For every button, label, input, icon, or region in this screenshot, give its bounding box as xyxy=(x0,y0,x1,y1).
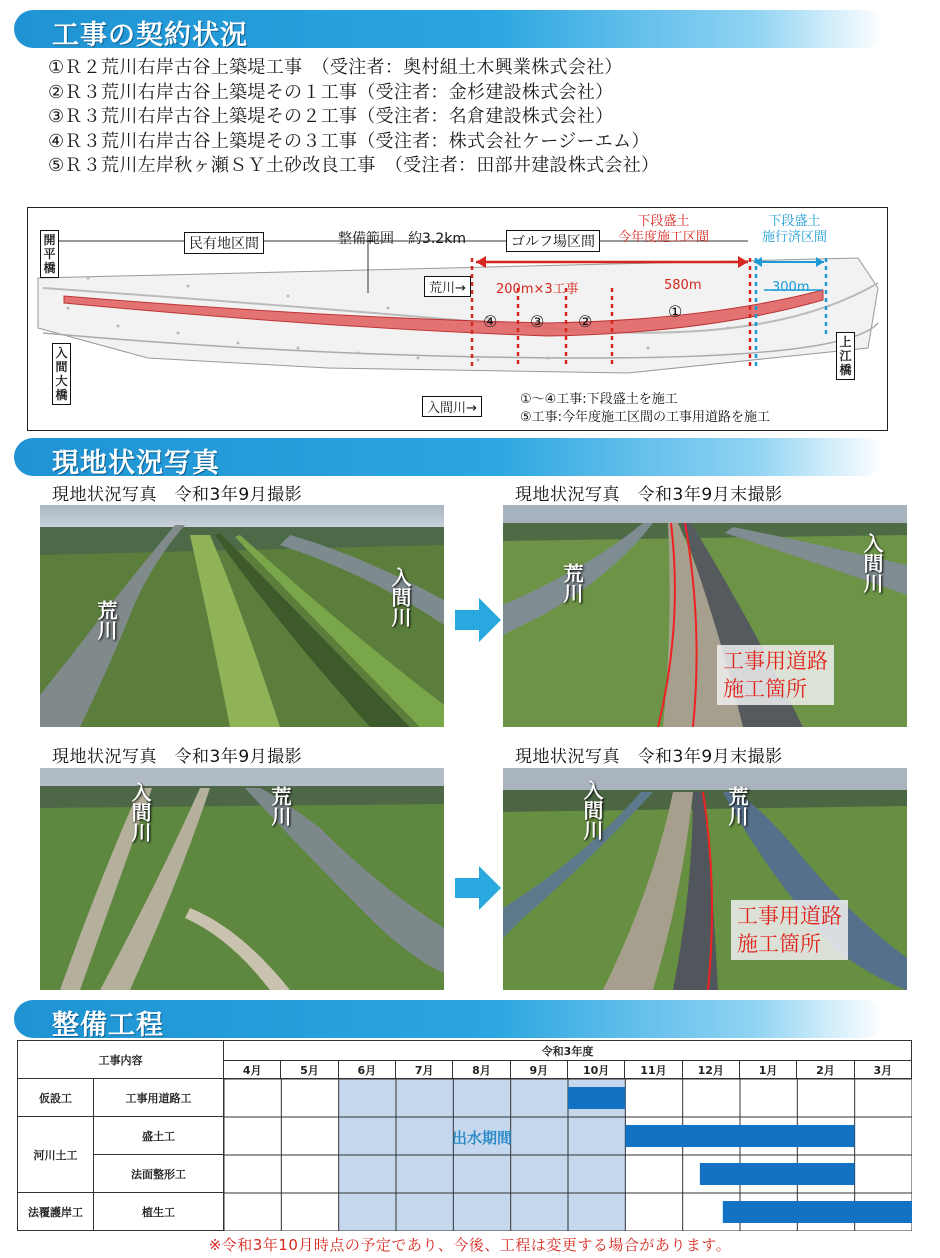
length-580-label: 580m xyxy=(664,278,702,293)
work-header: 工事内容 xyxy=(18,1041,224,1079)
month-header: 3月 xyxy=(854,1061,911,1079)
arakawa-flow-label: 荒川→ xyxy=(424,276,471,297)
section-title: 現地状況写真 xyxy=(52,448,220,479)
gantt-bar xyxy=(722,1200,911,1222)
gantt-bar xyxy=(625,1124,854,1146)
photo-caption: 現地状況写真 令和3年9月撮影 xyxy=(52,485,303,505)
road-callout-line-1: 工事用道路 xyxy=(723,649,828,673)
map-note-1: ①～④工事:下段盛土を施工 xyxy=(520,392,678,407)
site-photo-after-2 xyxy=(503,768,907,990)
month-header: 11月 xyxy=(625,1061,682,1079)
month-header: 1月 xyxy=(739,1061,796,1079)
month-header: 6月 xyxy=(338,1061,395,1079)
river-label-arakawa: 荒川 xyxy=(94,600,118,640)
section-header-photos xyxy=(14,438,884,479)
site-map xyxy=(27,207,888,431)
next-arrow-icon xyxy=(455,598,501,642)
section-title: 整備工程 xyxy=(52,1010,164,1041)
site-photo-before-2 xyxy=(40,768,444,990)
site-photo-before-1 xyxy=(40,505,444,727)
contract-item: ⑤Ｒ３荒川左岸秋ヶ瀬ＳＹ土砂改良工事 （受注者：田部井建設株式会社） xyxy=(48,155,660,176)
month-header: 4月 xyxy=(224,1061,281,1079)
road-callout-line-2: 施工箇所 xyxy=(737,932,821,956)
photo-drawing xyxy=(503,505,907,727)
work-item: 盛土工 xyxy=(94,1117,224,1155)
marker-1: ① xyxy=(668,302,683,321)
works-200-label: 200m×3工事 xyxy=(496,282,579,297)
road-callout-line-1: 工事用道路 xyxy=(737,904,842,928)
flood-period-label: 出水期間 xyxy=(451,1128,512,1147)
private-section-label: 民有地区間 xyxy=(184,232,264,254)
photo-caption: 現地状況写真 令和3年9月撮影 xyxy=(52,747,303,767)
contract-item: ③Ｒ３荒川右岸古谷上築堤その２工事（受注者：名倉建設株式会社） xyxy=(48,106,614,127)
river-label-irumagawa: 入間川 xyxy=(860,533,884,593)
contract-item: ①Ｒ２荒川右岸古谷上築堤工事 （受注者：奥村組土木興業株式会社） xyxy=(48,57,623,78)
month-header: 7月 xyxy=(395,1061,452,1079)
work-item: 植生工 xyxy=(94,1193,224,1231)
river-label-irumagawa: 入間川 xyxy=(128,782,152,842)
road-callout xyxy=(731,900,848,960)
gantt-bar xyxy=(568,1086,625,1108)
gantt-chart xyxy=(224,1079,912,1231)
red-arrow-head-left xyxy=(476,256,486,268)
golf-section-label: ゴルフ場区間 xyxy=(506,230,600,252)
work-item: 工事用道路工 xyxy=(94,1079,224,1117)
contract-item: ④Ｒ３荒川右岸古谷上築堤その３工事（受注者：株式会社ケージーエム） xyxy=(48,130,650,152)
river-label-irumagawa: 入間川 xyxy=(388,567,412,627)
gantt-svg xyxy=(224,1079,912,1231)
map-note-2: ⑤工事:今年度施工区間の工事用道路を施工 xyxy=(520,410,771,425)
river-label-irumagawa: 入間川 xyxy=(580,780,604,840)
site-photo-after-1 xyxy=(503,505,907,727)
section-header-schedule xyxy=(14,1000,884,1041)
section-header-contracts xyxy=(14,10,884,51)
month-header: 12月 xyxy=(682,1061,739,1079)
next-arrow-icon xyxy=(455,866,501,910)
irumagawa-flow-label: 入間川→ xyxy=(422,396,482,417)
work-category: 法覆護岸工 xyxy=(18,1193,94,1231)
month-header: 8月 xyxy=(453,1061,510,1079)
photo-caption: 現地状況写真 令和3年9月末撮影 xyxy=(515,485,783,505)
photo-caption: 現地状況写真 令和3年9月末撮影 xyxy=(515,747,783,767)
month-header: 5月 xyxy=(281,1061,338,1079)
work-category: 河川土工 xyxy=(18,1117,94,1193)
river-label-arakawa: 荒川 xyxy=(268,786,292,826)
contract-list xyxy=(48,56,908,179)
month-header: 2月 xyxy=(797,1061,854,1079)
month-header: 10月 xyxy=(567,1061,624,1079)
iruma-bridge-label: 入間大橋 xyxy=(52,343,71,405)
road-callout xyxy=(717,645,834,705)
road-callout-line-2: 施工箇所 xyxy=(723,677,807,701)
lower-fill-this-year-label: 下段盛土 今年度施工区間 xyxy=(618,214,710,245)
marker-4: ④ xyxy=(483,312,498,331)
marker-3: ③ xyxy=(530,312,545,331)
river-label-arakawa: 荒川 xyxy=(560,563,584,603)
section-title: 工事の契約状況 xyxy=(52,20,248,51)
contract-item: ②Ｒ３荒川右岸古谷上築堤その１工事（受注者：金杉建設株式会社） xyxy=(48,81,614,103)
year-header: 令和3年度 xyxy=(224,1041,912,1061)
work-item: 法面整形工 xyxy=(94,1155,224,1193)
marker-2: ② xyxy=(578,312,593,331)
river-label-arakawa: 荒川 xyxy=(725,786,749,826)
kaihei-bridge-label: 開平橋 xyxy=(40,230,59,278)
photo-drawing xyxy=(40,768,444,990)
gantt-bar xyxy=(699,1162,854,1184)
kamie-bridge-label: 上江橋 xyxy=(836,332,855,380)
length-300-label: 300m xyxy=(772,280,810,295)
work-category: 仮設工 xyxy=(18,1079,94,1117)
range-label: 整備範囲 約3.2km xyxy=(338,231,467,247)
schedule-note: ※令和3年10月時点の予定であり、今後、工程は変更する場合があります。 xyxy=(208,1236,732,1254)
month-header: 9月 xyxy=(510,1061,567,1079)
lower-fill-done-label: 下段盛土 施行済区間 xyxy=(762,214,828,245)
